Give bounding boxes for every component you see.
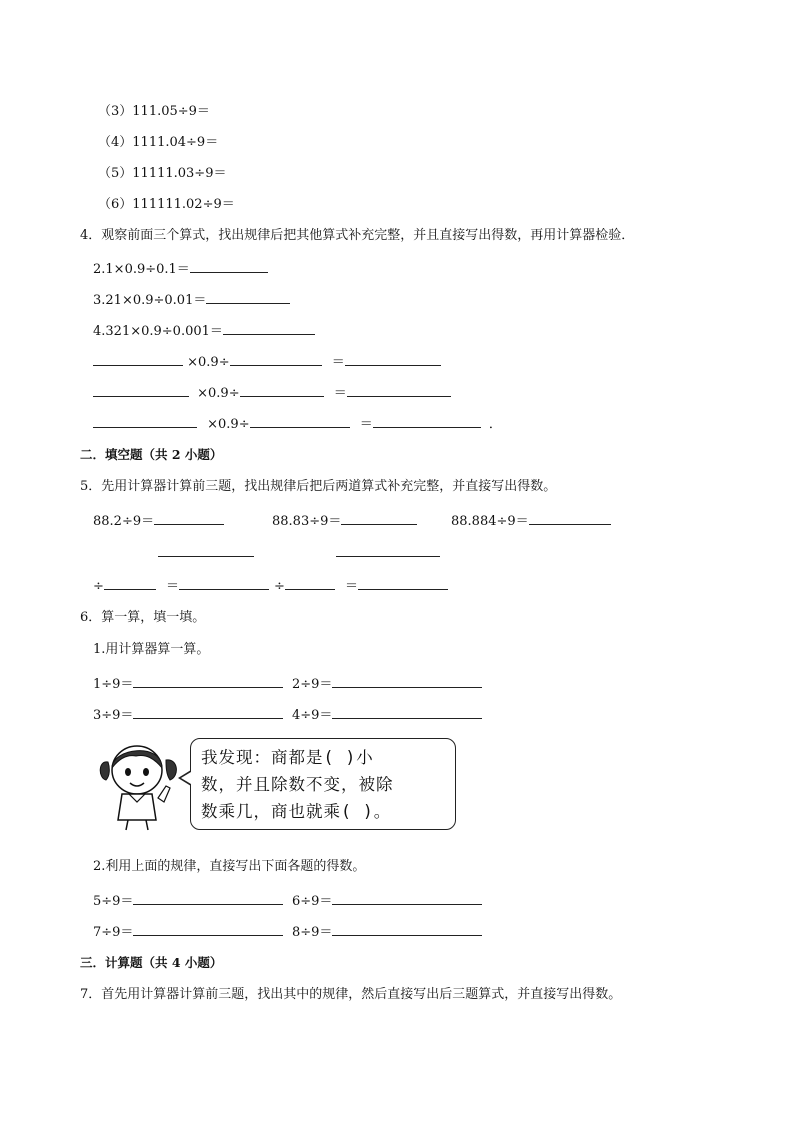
answer-blank[interactable]	[341, 510, 417, 525]
bubble-line-2: 数，并且除数不变，被除	[201, 775, 394, 794]
bubble-line-3: 数乘几，商也就乘( )。	[201, 802, 392, 821]
q7-title: 7．首先用计算器计算前三题，找出其中的规律，然后直接写出后三题算式，并直接写出得数。	[80, 987, 622, 1002]
section-3-heading: 三．计算题（共 4 小题）	[80, 955, 223, 970]
answer-blank[interactable]	[332, 921, 482, 936]
q4-eq1	[93, 258, 268, 279]
answer-blank[interactable]	[133, 921, 283, 936]
answer-blank[interactable]	[332, 704, 482, 719]
q5-div: ÷	[93, 579, 104, 594]
answer-blank[interactable]	[158, 542, 254, 557]
answer-blank[interactable]	[285, 575, 335, 590]
q6-a4	[292, 704, 482, 725]
q6-a2	[292, 673, 482, 694]
q5-div: ÷	[274, 579, 285, 594]
q4-op: ×0.9÷	[197, 386, 240, 401]
answer-blank[interactable]	[133, 704, 283, 719]
q6-a3-text: 3÷9＝	[93, 708, 134, 723]
bubble-line-1: 我发现：商都是( )小	[201, 748, 374, 767]
answer-blank[interactable]	[104, 575, 156, 590]
q4-eq-sign: ＝	[333, 386, 347, 401]
answer-blank[interactable]	[332, 890, 482, 905]
answer-blank[interactable]	[93, 351, 183, 366]
answer-blank[interactable]	[133, 673, 283, 688]
answer-blank[interactable]	[336, 542, 440, 557]
q6-b4-text: 8÷9＝	[292, 925, 333, 940]
answer-blank[interactable]	[250, 413, 350, 428]
q6-b4	[292, 921, 482, 942]
q6-b1	[93, 890, 283, 911]
q3-item-6: （6）111111.02÷9＝	[98, 197, 235, 212]
q4-title: 4．观察前面三个算式，找出规律后把其他算式补充完整，并且直接写出得数，再用计算器检验．	[80, 228, 635, 243]
q4-eq4	[93, 351, 441, 372]
answer-blank[interactable]	[347, 382, 451, 397]
q5-blank-a	[158, 542, 254, 563]
answer-blank[interactable]	[529, 510, 611, 525]
q4-eq2-text: 3.21×0.9÷0.01＝	[93, 293, 207, 308]
answer-blank[interactable]	[206, 289, 290, 304]
q4-eq6	[93, 413, 502, 434]
q4-eq5	[93, 382, 451, 403]
q6-b3	[93, 921, 283, 942]
q6-b3-text: 7÷9＝	[93, 925, 134, 940]
q6-b2	[292, 890, 482, 911]
speech-bubble-tail-inner	[181, 772, 191, 784]
answer-blank[interactable]	[133, 890, 283, 905]
q6-a1-text: 1÷9＝	[93, 677, 134, 692]
q4-period: ．	[488, 417, 502, 432]
q4-eq-sign: ＝	[331, 355, 345, 370]
answer-blank[interactable]	[332, 673, 482, 688]
answer-blank[interactable]	[230, 351, 322, 366]
q4-eq2	[93, 289, 290, 310]
q6-a1	[93, 673, 283, 694]
q6-a3	[93, 704, 283, 725]
q5-eq2	[272, 510, 417, 531]
q6-a2-text: 2÷9＝	[292, 677, 333, 692]
answer-blank[interactable]	[93, 382, 189, 397]
q5-eq5	[274, 575, 448, 596]
q6-sub1: 1.用计算器算一算。	[93, 642, 210, 657]
q5-blank-b	[336, 542, 440, 563]
q4-eq3-text: 4.321×0.9÷0.001＝	[93, 324, 223, 339]
q3-item-3: （3）111.05÷9＝	[98, 104, 210, 119]
q5-eq1-text: 88.2÷9＝	[93, 514, 155, 529]
q4-eq-sign: ＝	[359, 417, 373, 432]
q5-eq4	[93, 575, 269, 596]
q4-op: ×0.9÷	[207, 417, 250, 432]
girl-illustration	[96, 740, 182, 832]
answer-blank[interactable]	[190, 258, 268, 273]
q4-op: ×0.9÷	[187, 355, 230, 370]
q5-eq-sign: ＝	[345, 579, 359, 594]
answer-blank[interactable]	[373, 413, 481, 428]
answer-blank[interactable]	[358, 575, 448, 590]
section-2-heading: 二．填空题（共 2 小题）	[80, 447, 223, 462]
q6-b2-text: 6÷9＝	[292, 894, 333, 909]
q3-item-5: （5）11111.03÷9＝	[98, 166, 227, 181]
q6-sub2: 2.利用上面的规律，直接写出下面各题的得数。	[93, 859, 366, 874]
q5-eq2-text: 88.83÷9＝	[272, 514, 342, 529]
q5-eq3	[451, 510, 611, 531]
q4-eq1-text: 2.1×0.9÷0.1＝	[93, 262, 190, 277]
q5-eq-sign: ＝	[166, 579, 180, 594]
q3-item-4: （4）1111.04÷9＝	[98, 135, 219, 150]
answer-blank[interactable]	[93, 413, 197, 428]
answer-blank[interactable]	[223, 320, 315, 335]
q6-title: 6．算一算，填一填。	[80, 610, 206, 625]
answer-blank[interactable]	[154, 510, 224, 525]
q5-eq3-text: 88.884÷9＝	[451, 514, 529, 529]
answer-blank[interactable]	[345, 351, 441, 366]
q5-eq1	[93, 510, 224, 531]
q6-b1-text: 5÷9＝	[93, 894, 134, 909]
q6-a4-text: 4÷9＝	[292, 708, 333, 723]
answer-blank[interactable]	[240, 382, 324, 397]
answer-blank[interactable]	[179, 575, 269, 590]
q5-title: 5．先用计算器计算前三题，找出规律后把后两道算式补充完整，并直接写出得数。	[80, 479, 557, 494]
q4-eq3	[93, 320, 315, 341]
